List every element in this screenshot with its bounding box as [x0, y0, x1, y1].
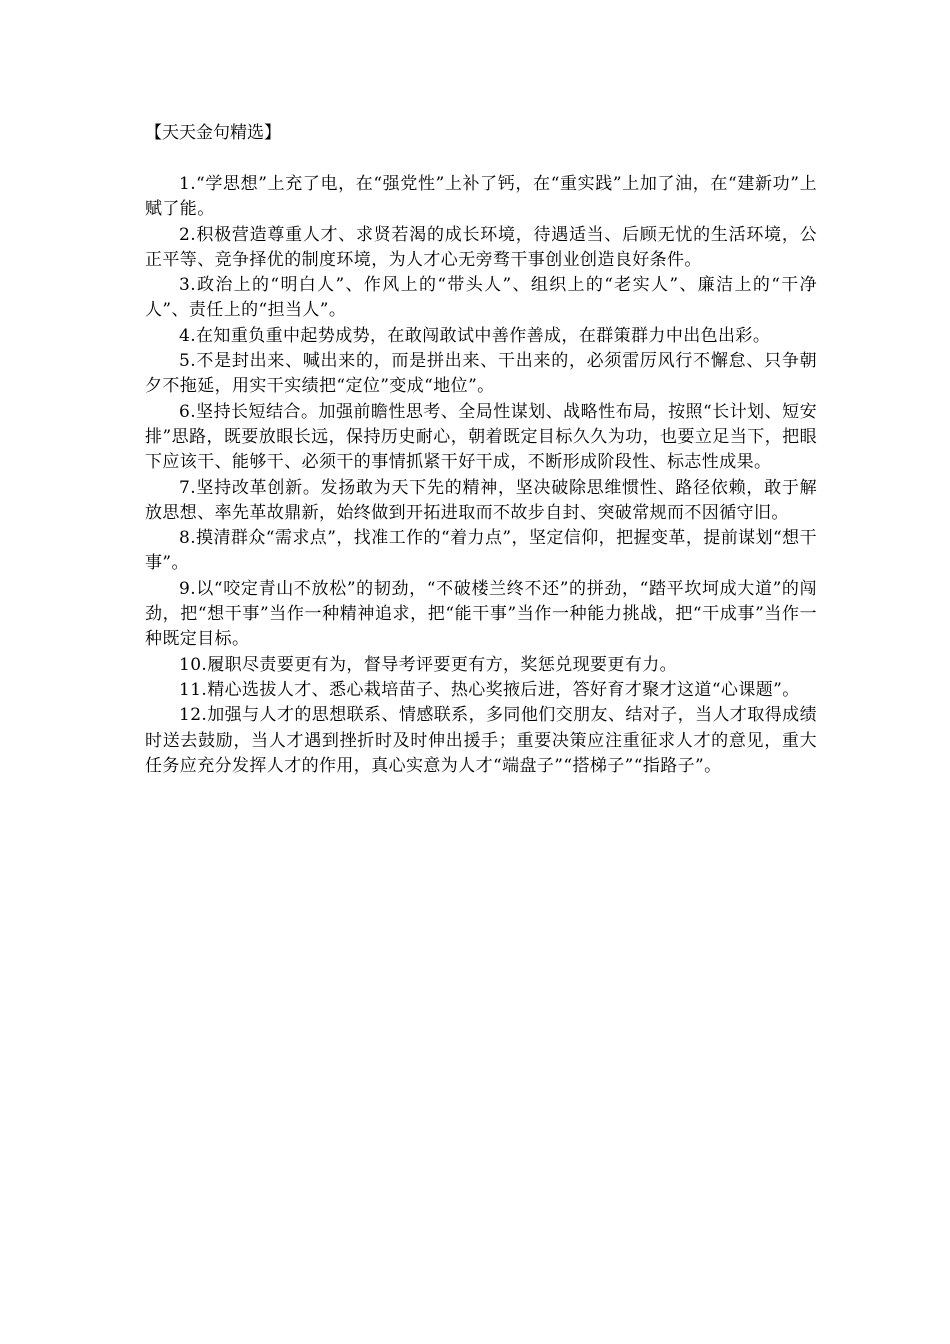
paragraph-7: 7.坚持改革创新。发扬敢为天下先的精神，坚决破除思维惯性、路径依赖，敢于解放思想、率先革故鼎新，始终做到开拓进取而不故步自封、突破常规而不因循守旧。	[145, 477, 817, 523]
paragraph-5: 5.不是封出来、喊出来的，而是拼出来、干出来的，必须雷厉风行不懈怠、只争朝夕不拖延，用实干实绩把“定位”变成“地位”。	[145, 351, 817, 397]
document-page	[145, 120, 817, 779]
paragraph-2: 2.积极营造尊重人才、求贤若渴的成长环境，待遇适当、后顾无忧的生活环境，公正平等、竞争择优的制度环境，为人才心无旁骛干事创业创造良好条件。	[145, 224, 817, 270]
paragraph-4: 4.在知重负重中起势成势，在敢闯敢试中善作善成，在群策群力中出色出彩。	[179, 325, 771, 346]
paragraph-1: 1.“学思想”上充了电，在“强党性”上补了钙，在“重实践”上加了油，在“建新功”上赋了能。	[145, 174, 817, 220]
paragraph-10: 10.履职尽责要更有为，督导考评要更有方，奖惩兑现要更有力。	[179, 654, 678, 675]
paragraph-9: 9.以“咬定青山不放松”的韧劲，“不破楼兰终不还”的拼劲，“踏平坎坷成大道”的闯劲，把“想干事”当作一种精神追求，把“能干事”当作一种能力挑战，把“干成事”当作一种既定目标。	[145, 578, 817, 650]
document-title: 【天天金句精选】	[145, 123, 281, 143]
paragraph-12: 12.加强与人才的思想联系、情感联系，多同他们交朋友、结对子，当人才取得成绩时送去鼓励，当人才遇到挫折时及时伸出援手；重要决策应注重征求人才的意见，重大任务应充分发挥人才的作用，真心实意为人才“端盘子”“搭梯子”“指路子”。	[145, 705, 817, 776]
paragraph-6: 6.坚持长短结合。加强前瞻性思考、全局性谋划、战略性布局，按照“长计划、短安排”思路，既要放眼长远，保持历史耐心，朝着既定目标久久为功，也要立足当下，把眼下应该干、能够干、必须干的事情抓紧干好干成，不断形成阶段性、标志性成果。	[145, 401, 817, 473]
paragraph-3: 3.政治上的“明白人”、作风上的“带头人”、组织上的“老实人”、廉洁上的“干净人”、责任上的“担当人”。	[145, 275, 817, 321]
paragraph-11: 11.精心选拔人才、悉心栽培苗子、热心奖掖后进，答好育才聚才这道“心课题”。	[179, 679, 800, 700]
paragraph-8: 8.摸清群众“需求点”，找准工作的“着力点”，坚定信仰，把握变革，提前谋划“想干事”。	[145, 528, 817, 574]
